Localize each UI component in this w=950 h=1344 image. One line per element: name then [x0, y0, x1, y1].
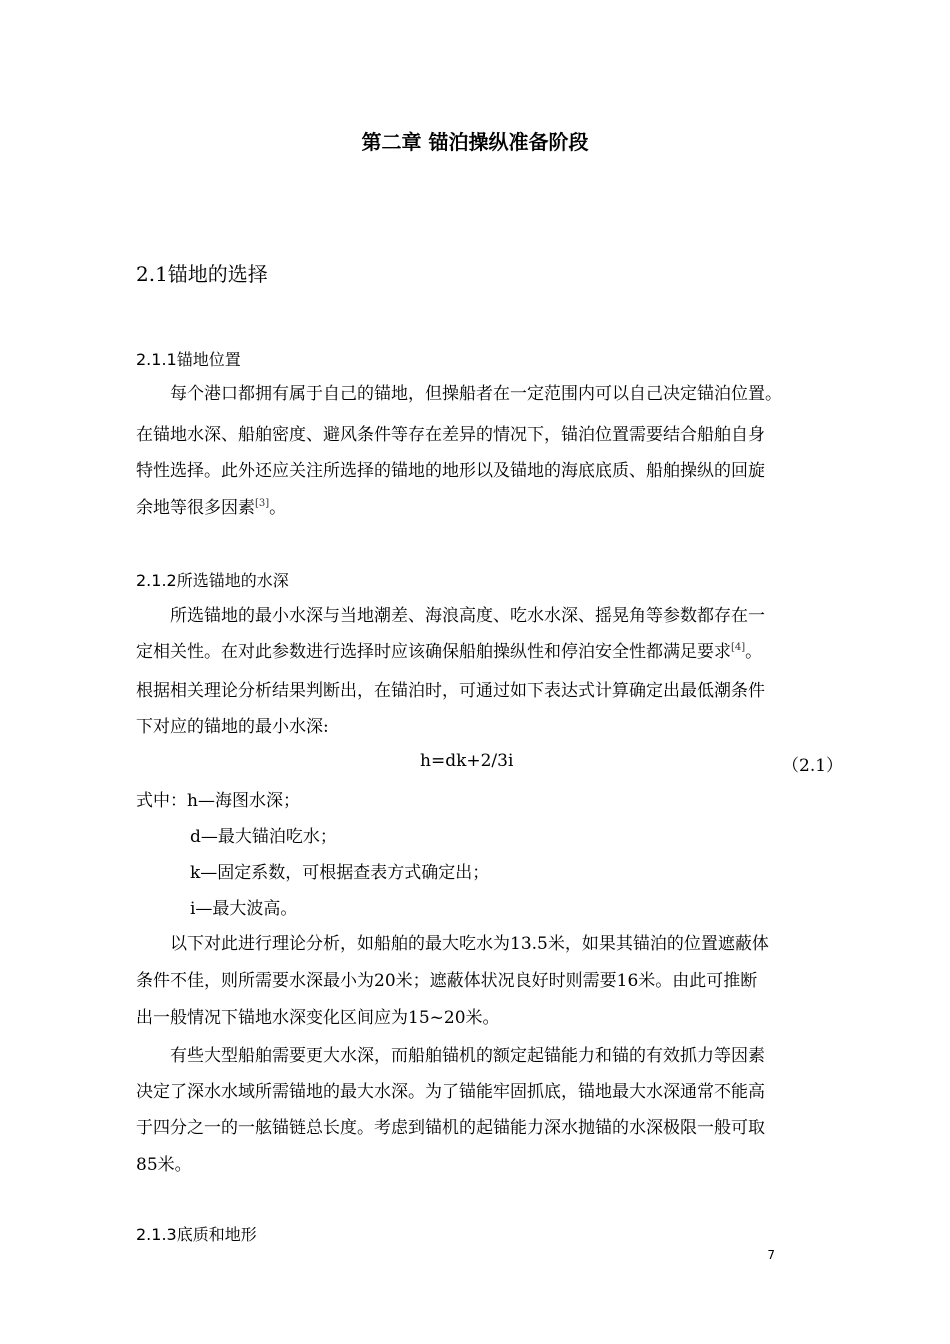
paragraph-line: 下对应的锚地的最小水深: [136, 717, 329, 737]
paragraph-line: 所选锚地的最小水深与当地潮差、海浪高度、吃水水深、摇晃角等参数都存在一 [170, 606, 765, 626]
paragraph-line: 根据相关理论分析结果判断出，在锚泊时，可通过如下表达式计算确定出最低潮条件 [136, 681, 765, 701]
citation-ref[interactable]: [3] [255, 498, 270, 509]
formula: h=dk+2/3i [420, 751, 514, 771]
citation-ref[interactable]: [4] [731, 642, 746, 653]
paragraph-line: 每个港口都拥有属于自己的锚地，但操船者在一定范围内可以自己决定锚泊位置。 [170, 384, 782, 404]
formula-where: 式中：h—海图水深； [136, 791, 300, 811]
section-heading-2-1: 2.1锚地的选择 [136, 262, 268, 286]
paragraph-line: 在锚地水深、船舶密度、避风条件等存在差异的情况下，锚泊位置需要结合船舶自身 [136, 425, 765, 445]
formula-definition: i—最大波高。 [190, 899, 298, 919]
equation-number: （2.1） [782, 756, 844, 776]
punctuation: 。 [269, 498, 287, 518]
paragraph-line: 决定了深水水域所需锚地的最大水深。为了锚能牢固抓底，锚地最大水深通常不能高 [136, 1082, 765, 1102]
formula-definition: d—最大锚泊吃水； [190, 827, 337, 847]
paragraph-line: 条件不佳，则所需要水深最小为20米；遮蔽体状况良好时则需要16米。由此可推断 [136, 971, 758, 991]
section-heading-2-1-2: 2.1.2所选锚地的水深 [136, 571, 289, 590]
paragraph-line [136, 637, 762, 662]
paragraph-line: 以下对此进行理论分析，如船舶的最大吃水为13.5米，如果其锚泊的位置遮蔽体 [170, 934, 769, 954]
paragraph-line: 85米。 [136, 1155, 192, 1175]
paragraph-line: 有些大型船舶需要更大水深，而船舶锚机的额定起锚能力和锚的有效抓力等因素 [170, 1046, 765, 1066]
paragraph-line: 特性选择。此外还应关注所选择的锚地的地形以及锚地的海底底质、船舶操纵的回旋 [136, 461, 765, 481]
paragraph-text: 余地等很多因素 [136, 498, 255, 518]
section-heading-2-1-3: 2.1.3底质和地形 [136, 1225, 257, 1244]
paragraph-line: 出一般情况下锚地水深变化区间应为15~20米。 [136, 1008, 500, 1028]
chapter-title: 第二章 锚泊操纵准备阶段 [361, 130, 589, 154]
paragraph-line [136, 493, 286, 518]
section-heading-2-1-1: 2.1.1锚地位置 [136, 350, 241, 369]
formula-definition: k—固定系数，可根据查表方式确定出； [190, 863, 490, 883]
page-number: 7 [767, 1248, 775, 1262]
punctuation: 。 [745, 642, 763, 662]
paragraph-text: 定相关性。在对此参数进行选择时应该确保船舶操纵性和停泊安全性都满足要求 [136, 642, 731, 662]
paragraph-line: 于四分之一的一舷锚链总长度。考虑到锚机的起锚能力深水抛锚的水深极限一般可取 [136, 1118, 765, 1138]
